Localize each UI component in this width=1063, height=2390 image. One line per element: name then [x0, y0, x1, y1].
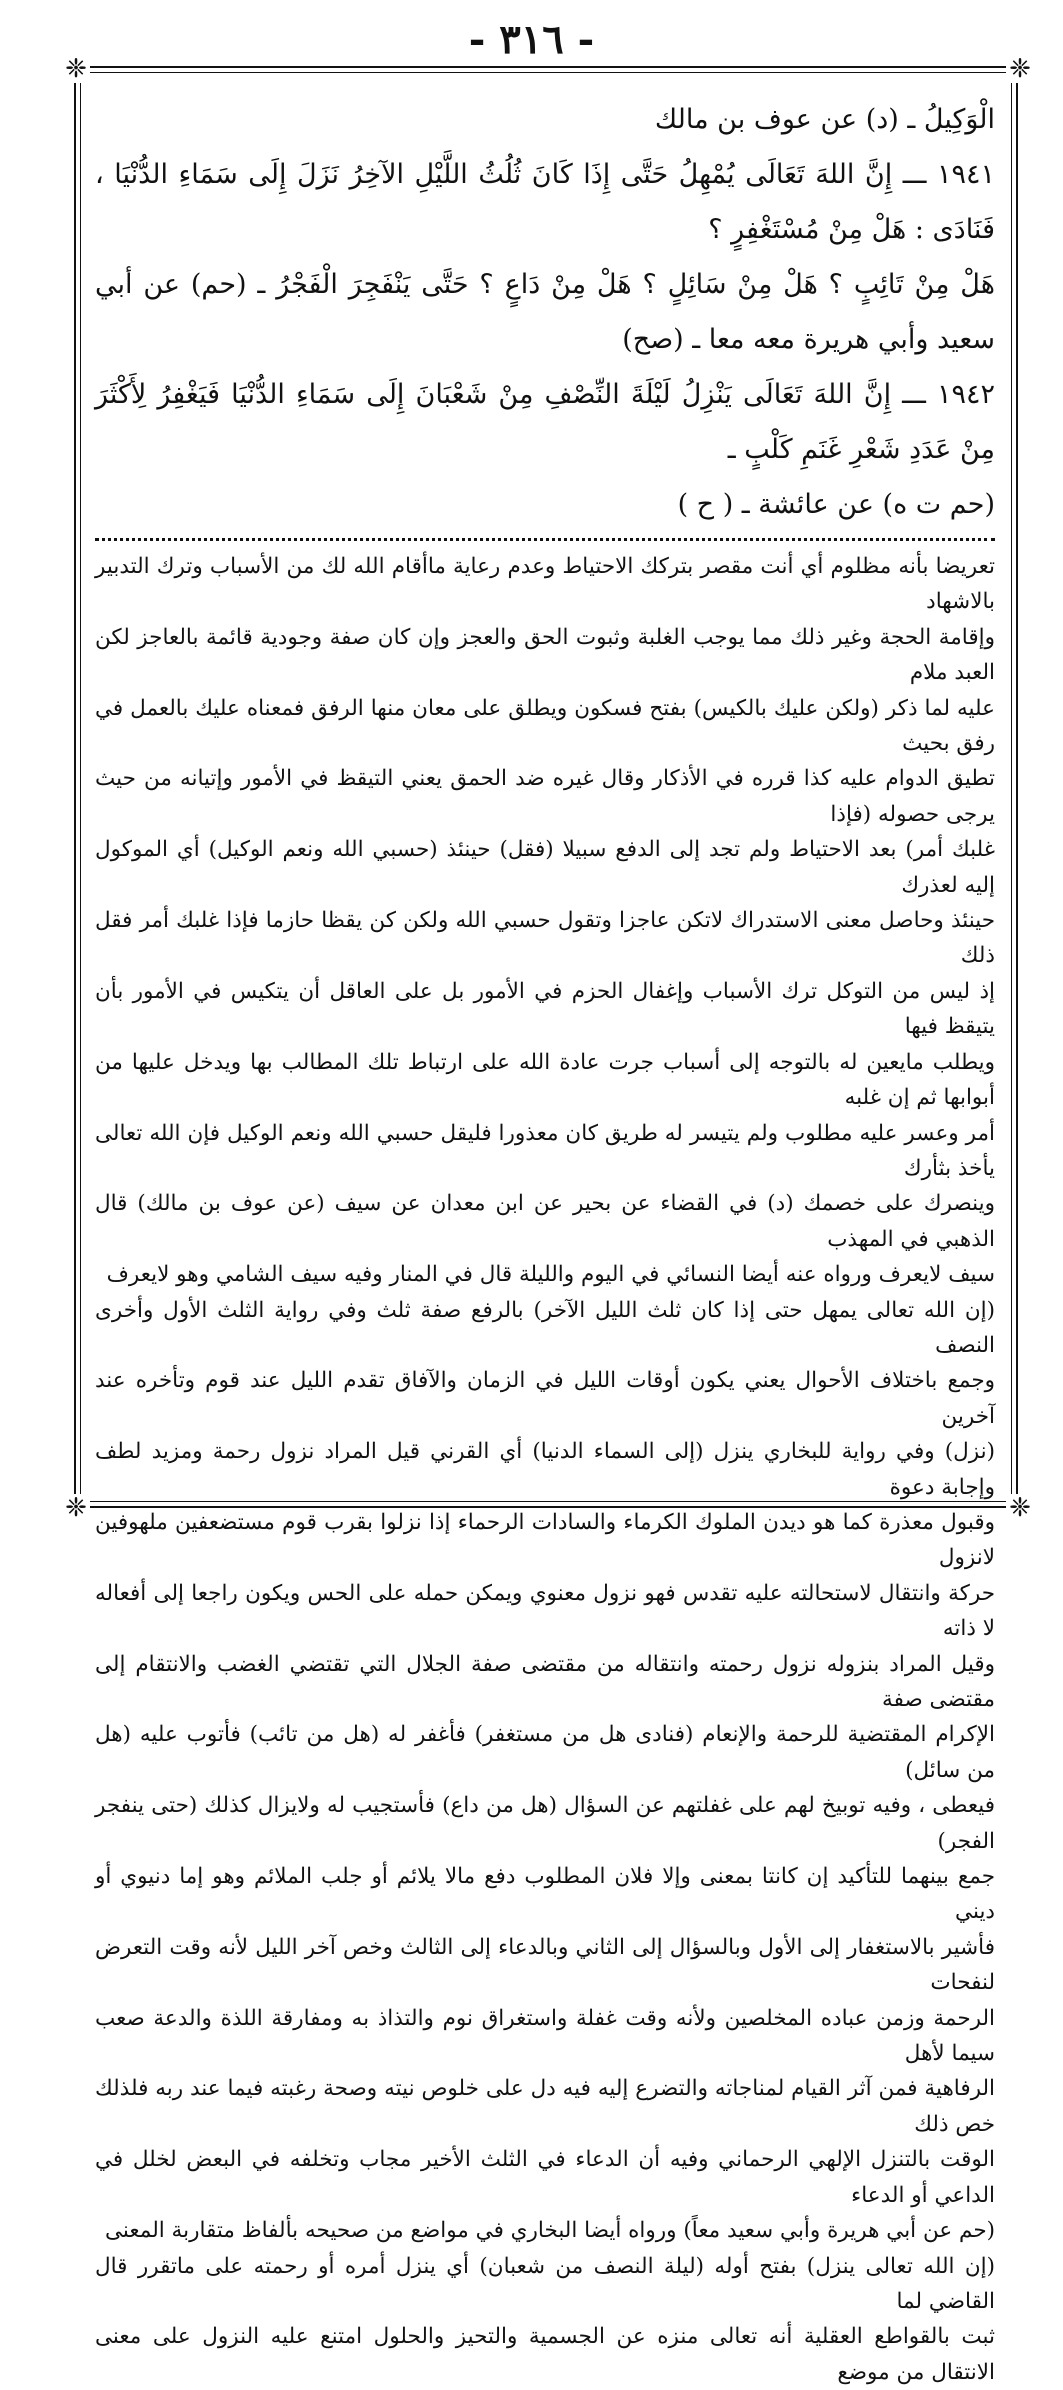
hadith-line: ١٩٤١ ـــ إِنَّ اللهَ تَعَالَى يُمْهِلُ حَتَّى إِذَا كَانَ ثُلُثُ اللَّيْلِ الآخِرُ نَزَلَ إِلَى سَمَاءِ الدُّنْيَا ، فَنَادَى : هَلْ مِنْ مُسْتَغْفِرٍ ؟ — [95, 159, 995, 245]
commentary-line: (نزل) وفي رواية للبخاري ينزل (إلى السماء الدنيا) أي القرني قيل المراد نزول رحمة ومزيد لطف وإجابة دعوة — [95, 1439, 995, 1500]
commentary-line: الرحمة وزمن عباده المخلصين ولأنه وقت غفلة واستغراق نوم والتذاذ به ومفارقة اللذة والدعة صعب سيما لأهل — [95, 2005, 995, 2067]
hadith-section — [95, 92, 995, 532]
commentary-line: وقيل المراد بنزوله نزول رحمته وانتقاله من مقتضى صفة الجلال التي تقتضي الغضب والانتقام إلى مقتضى صفة — [95, 1651, 995, 1712]
commentary-line: جمع بينهما للتأكيد إن كانتا بمعنى وإلا فلان المطلوب دفع مالا يلائم أو جلب الملائم وهو إما دنيوي أو ديني — [95, 1864, 995, 1925]
commentary-line: (حم عن أبي هريرة وأبي سعيد معاً) ورواه أيضا البخاري في مواضع من صحيحه بألفاظ متقاربة المعنى — [104, 2218, 995, 2244]
commentary-line: وجمع باختلاف الأحوال يعني يكون أوقات الليل في الزمان والآفاق تقدم الليل عند قوم وتأخره عند آخرين — [95, 1368, 995, 1429]
corner-ornament-icon: ❈ — [1006, 1494, 1034, 1522]
corner-ornament-icon: ❈ — [62, 1494, 90, 1522]
commentary-line: عليه لما ذكر (ولكن عليك بالكيس) بفتح فسكون ويطلق على معان منها الرفق فمعناه عليك بالعمل في رفق بحيث — [95, 695, 995, 757]
commentary-line: تطيق الدوام عليه كذا قرره في الأذكار وقال غيره ضد الحمق يعني التيقظ في الأمور وإتيانه من حيث يرجى حصوله (فإذا — [95, 766, 995, 827]
commentary-line: فأشير بالاستغفار إلى الأول وبالسؤال إلى الثاني وبالدعاء إلى الثالث وخص آخر الليل لأنه وقت التعرض لنفحات — [95, 1934, 995, 1996]
commentary-line: وإقامة الحجة وغير ذلك مما يوجب الغلبة وثبوت الحق والعجز وإن كان صفة وجودية قائمة بالعاجز لكن العبد ملام — [95, 624, 995, 686]
commentary — [95, 549, 995, 2390]
corner-ornament-icon: ❈ — [62, 55, 90, 83]
commentary-line: إذ ليس من التوكل ترك الأسباب وإغفال الحزم في الأمور بل على العاقل أن يتكيس في الأمور بأن يتيقظ فيها — [95, 978, 995, 1040]
commentary-line: وينصرك على خصمك (د) في القضاء عن بحير عن ابن معدان عن سيف (عن عوف بن مالك) قال الذهبي في المهذب — [95, 1191, 995, 1252]
commentary-line: الإكرام المقتضية للرحمة والإنعام (فنادى هل من مستغفر) فأغفر له (هل من تائب) فأتوب عليه (هل من سائل) — [95, 1722, 995, 1783]
commentary-line: حينئذ وحاصل معنى الاستدراك لاتكن عاجزا وتقول حسبي الله ولكن كن يقظا حازما فإذا غلبك أمر فقل ذلك — [95, 908, 995, 969]
commentary-line: غلبك أمر) بعد الاحتياط ولم تجد إلى الدفع سبيلا (فقل) حينئذ (حسبي الله ونعم الوكيل) أي الموكول إليه لعذرك — [95, 837, 995, 898]
commentary-line: الرفاهية فمن آثر القيام لمناجاته والتضرع إليه فيه دل على خلوص نيته وصحة رغبته فيما عند ربه فلذلك خص ذلك — [95, 2076, 995, 2137]
corner-ornament-icon: ❈ — [1006, 55, 1034, 83]
commentary-line: وقبول معذرة كما هو ديدن الملوك الكرماء والسادات الرحماء إذا نزلوا بقرب قوم مستضعفين ملهوفين لانزول — [95, 1509, 995, 1571]
commentary-line: سيف لايعرف ورواه عنه أيضا النسائي في اليوم والليلة قال في المنار وفيه سيف الشامي وهو لايعرف — [106, 1262, 995, 1288]
commentary-line: ويطلب مايعين له بالتوجه إلى أسباب جرت عادة الله على ارتباط تلك المطالب بها ويدخل عليها من أبوابها ثم إن غلبه — [95, 1049, 995, 1111]
page-number: - ٣١٦ - — [468, 16, 595, 63]
section-divider — [95, 538, 995, 541]
commentary-line: ثبت بالقواطع العقلية أنه تعالى منزه عن الجسمية والتحيز والحلول امتنع عليه النزول على معنى الانتقال من موضع — [95, 2324, 995, 2385]
hadith-line: هَلْ مِنْ تَائِبٍ ؟ هَلْ مِنْ سَائِلٍ ؟ هَلْ مِنْ دَاعٍ ؟ حَتَّى يَنْفَجِرَ الْفَجْرُ ـ (حم) عن أبي سعيد وأبي هريرة معه معا ـ (صح) — [95, 269, 995, 355]
commentary-line: حركة وانتقال لاستحالته عليه تقدس فهو نزول معنوي ويمكن حمله على الحس ويكون راجعا إلى أفعاله لا ذاته — [95, 1580, 995, 1642]
section-header: الْوَكِيلُ ـ (د) عن عوف بن مالك — [654, 104, 995, 135]
commentary-line: فيعطى ، وفيه توبيخ لهم على غفلتهم عن السؤال (هل من داع) فأستجيب له ولايزال كذلك (حتى ينفجر الفجر) — [95, 1793, 995, 1854]
commentary-line: الوقت بالتنزل الإلهي الرحماني وفيه أن الدعاء في الثلث الأخير مجاب وتخلفه في البعض لخلل في الداعي أو الدعاء — [95, 2147, 995, 2208]
commentary-line: (إن الله تعالى يمهل حتى إذا كان ثلث الليل الآخر) بالرفع صفة ثلث وفي رواية الثلث الأول وأخرى النصف — [95, 1297, 995, 1358]
page-content — [95, 92, 995, 2390]
commentary-line: (إن الله تعالى ينزل) بفتح أوله (ليلة النصف من شعبان) أي ينزل أمره أو رحمته على ماتقرر قال القاضي لما — [95, 2253, 995, 2314]
hadith-line: ١٩٤٢ ـــ إِنَّ اللهَ تَعَالَى يَنْزِلُ لَيْلَةَ النِّصْفِ مِنْ شَعْبَانَ إِلَى سَمَاءِ الدُّنْيَا فَيَغْفِرُ لِأَكْثَرَ مِنْ عَدَدِ شَعْرِ غَنَمِ كَلْبٍ ـ — [95, 379, 995, 465]
hadith-line: (حم ت ه) عن عائشة ـ ( ح ) — [677, 489, 995, 520]
commentary-line: أمر وعسر عليه مطلوب ولم يتيسر له طريق كان معذورا فليقل حسبي الله ونعم الوكيل فإن الله تعالى يأخذ بثأرك — [95, 1120, 995, 1181]
commentary-line: تعريضا بأنه مظلوم أي أنت مقصر بتركك الاحتياط وعدم رعاية ماأقام الله لك من الأسباب وترك التدبير بالاشهاد — [95, 554, 995, 615]
